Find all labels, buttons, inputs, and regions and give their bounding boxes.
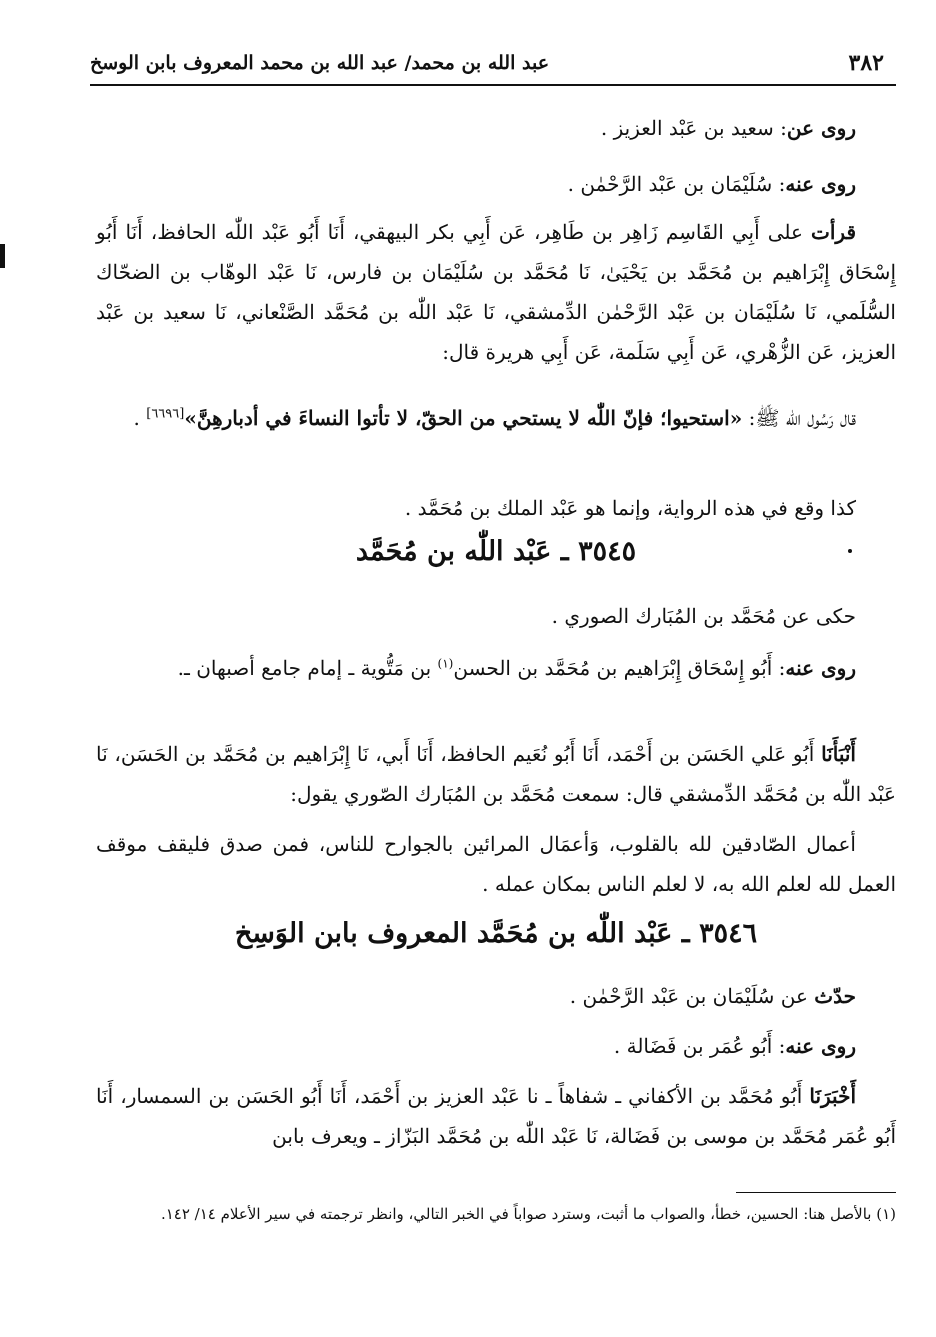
related-text: حكى عن مُحَمَّد بن المُبَارك الصوري . xyxy=(551,604,856,628)
saying-text: أعمال الصّادقين لله بالقلوب، وَأعمَال المرائين بالجوارح للناس، فمن صدق فليقف موقف العمل لله لعلم الله به، لا لعلم الناس بمكان عمله . xyxy=(96,832,896,896)
hadith-end: . xyxy=(133,406,140,430)
narrated-by-text-3: : أَبُو عُمَر بن فَضَالة . xyxy=(613,1034,786,1058)
narrated-by-paragraph xyxy=(96,164,896,204)
page-number: ٣٨٢ xyxy=(848,50,884,76)
isnad-paragraph-2 xyxy=(96,734,896,814)
page-header xyxy=(90,44,896,86)
narrated-by-text-2b: بن مَتُّوية ـ إمام جامع أصبهان ـ. xyxy=(177,656,438,680)
narrated-from-paragraph xyxy=(96,108,896,148)
related-paragraph xyxy=(96,596,896,636)
isnad-paragraph-3 xyxy=(96,1076,896,1156)
isnad-text: على أَبِي القَاسِم زَاهِر بن طَاهِر، عَن أَبِي بكر البيهقي، أَنَا أَبُو عَبْد اللّٰه الحافظ، أَنَا أَبُو إِسْحَاق إِبْرَاهيم بن مُحَمَّد بن يَحْيَىٰ، نَا مُحَمَّد بن سُلَيْمَان بن فارس، نَا عَبْد الوهّاب بن الضحّاك السُّلَمي، نَا سُلَيْمَان بن عَبْد الرَّحْمٰن الدِّمشقي، نَا عَبْد اللّٰه بن مُحَمَّد الصَّنْعاني، نَا سعيد بن عَبْد العزيز، عَن الزُّهْري، عَن أَبِي سَلَمة، عَن أَبِي هريرة قال: xyxy=(96,220,896,364)
narrated-by-paragraph-2 xyxy=(96,648,896,688)
comment-paragraph xyxy=(96,488,896,528)
narrated-by-paragraph-3 xyxy=(96,1026,896,1066)
isnad-text-3: أَبُو مُحَمَّد بن الأكفاني ـ شفاهاً ـ نا عَبْد العزيز بن أَحْمَد، أَنَا أَبُو الحَسَن بن السمسار، أَنَا أَبُو عُمَر مُحَمَّد بن موسى بن فَضَالة، نَا عَبْد اللّٰه بن مُحَمَّد البَزّاز ـ ويعرف بابن xyxy=(96,1084,896,1148)
narrated-from-label: روى عن xyxy=(786,116,856,140)
running-title: عبد الله بن محمد/ عبد الله بن محمد المعروف بابن الوسخ xyxy=(90,52,550,74)
hadith-reference: [٦٦٩٦] xyxy=(146,406,185,422)
footnote-marker: (١) xyxy=(437,656,454,671)
narrated-by-label-3: روى عنه xyxy=(785,1034,856,1058)
isnad-paragraph xyxy=(96,212,896,372)
narrated-by-text-2a: : أَبُو إِسْحَاق إِبْرَاهيم بن مُحَمَّد بن الحسن xyxy=(453,656,786,680)
narrated-from-text: : سعيد بن عَبْد العزيز . xyxy=(600,116,787,140)
narrated-by-label-2: روى عنه xyxy=(785,656,856,680)
isnad-label-3: أَخْبَرَنَا xyxy=(809,1084,856,1108)
isnad-text-2: أَبُو عَلي الحَسَن بن أَحْمَد، أَنَا أَبُو نُعَيم الحافظ، أَنَا أَبي، نَا إِبْرَاهيم بن مُحَمَّد بن الحَسَن، نَا عَبْد اللّٰه بن مُحَمَّد الدِّمشقي قال: سمعت مُحَمَّد بن المُبَارك الصّوري يقول: xyxy=(96,742,896,806)
margin-mark xyxy=(0,244,5,268)
saying-paragraph xyxy=(96,824,896,904)
comment-text: كذا وقع في هذه الرواية، وإنما هو عَبْد الملك بن مُحَمَّد . xyxy=(404,496,856,520)
entry-title-3545: ٣٥٤٥ ـ عَبْد اللّٰه بن مُحَمَّد xyxy=(355,536,637,567)
narrated-label-3: حدّث xyxy=(814,984,856,1008)
footnote-rule xyxy=(736,1192,896,1193)
hadith-intro: قال رَسُول اللّٰه ﷺ: xyxy=(742,406,856,430)
narrated-paragraph-3 xyxy=(96,976,896,1016)
isnad-label-2: أَنْبَأَنَا xyxy=(821,742,856,766)
narrated-by-text: : سُلَيْمَان بن عَبْد الرَّحْمٰن . xyxy=(567,172,786,196)
narrated-by-label: روى عنه xyxy=(785,172,856,196)
hadith-paragraph xyxy=(96,398,896,438)
isnad-label: قرأت xyxy=(811,220,857,244)
hadith-text: «استحيوا؛ فإنّ اللّٰه لا يستحي من الحقّ، لا تأتوا النساءَ في أدبارهِنَّ» xyxy=(184,406,743,430)
narrated-text-3: عن سُلَيْمَان بن عَبْد الرَّحْمٰن . xyxy=(569,984,815,1008)
entry-title-3546: ٣٥٤٦ ـ عَبْد اللّٰه بن مُحَمَّد المعروف بابن الوَسِخ xyxy=(234,918,758,949)
footnote: (١) بالأصل هنا: الحسين، خطأ، والصواب ما أثبت، وسترد صواباً في الخبر التالي، وانظر ترجمته في سير الأعلام ١٤/ ١٤٢. xyxy=(160,1205,896,1223)
